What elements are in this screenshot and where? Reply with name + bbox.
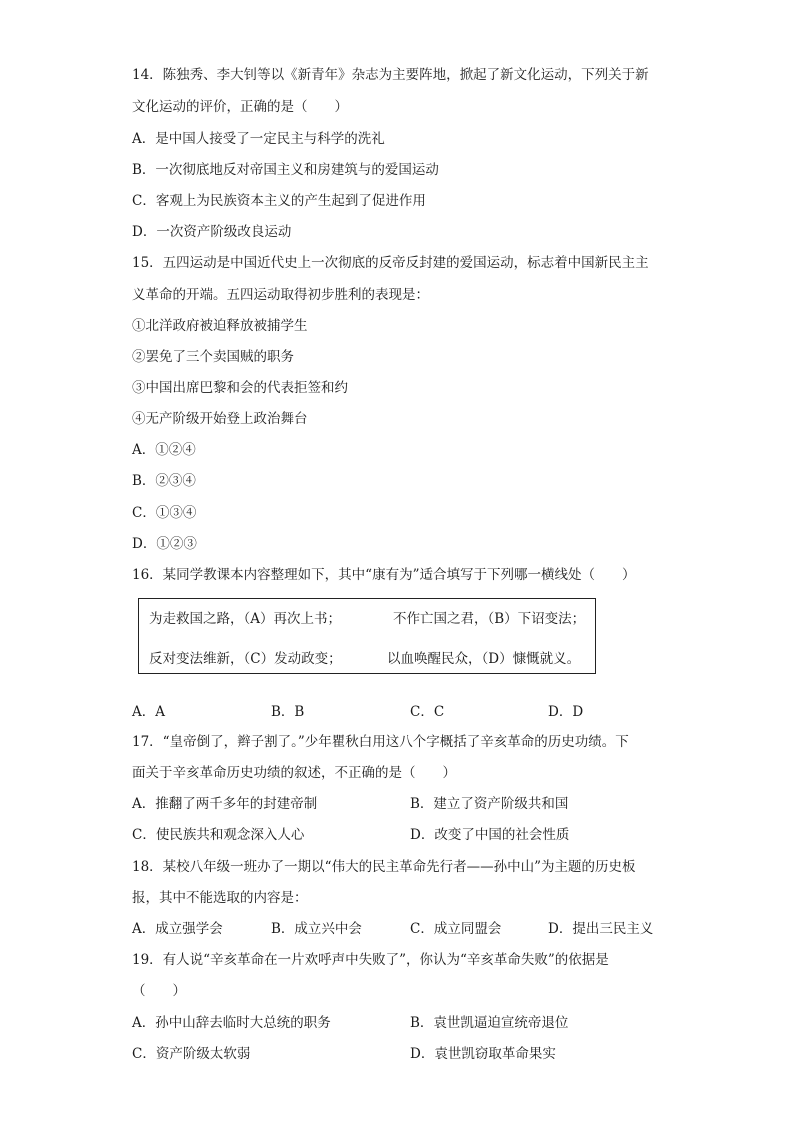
q15-item-3: ③中国出席巴黎和会的代表拒签和约 (132, 380, 348, 396)
q15-option-c: C．①③④ (132, 505, 197, 521)
q16-info-box (138, 598, 596, 674)
q16-box-r1c2: 不作亡国之君，（B）下诏变法； (393, 611, 586, 627)
q19-stem-line2: （ ） (132, 983, 186, 999)
q16-option-d: D．D (548, 704, 584, 720)
q17-stem-line2: 面关于辛亥革命历史功绩的叙述，不正确的是（ ） (132, 765, 456, 781)
q18-stem-line2: 报，其中不能选取的内容是： (132, 890, 308, 906)
q15-item-1: ①北洋政府被迫释放被捕学生 (132, 318, 308, 334)
q16-option-c: C．C (410, 704, 445, 720)
q16-stem: 16．某同学教课本内容整理如下，其中“康有为”适合填写于下列哪一横线处（ ） (132, 567, 636, 583)
q19-stem-line1: 19．有人说“辛亥革命在一片欢呼声中失败了”，你认为“辛亥革命失败”的依据是 (132, 952, 609, 968)
q15-stem-line1: 15．五四运动是中国近代史上一次彻底的反帝反封建的爱国运动，标志着中国新民主主 (132, 255, 649, 271)
q14-stem-line2: 文化运动的评价，正确的是（ ） (132, 99, 348, 115)
q16-box-r2c2: 以血唤醒民众，（D）慷慨就义。 (387, 651, 581, 667)
q14-option-a: A．是中国人接受了一定民主与科学的洗礼 (132, 131, 385, 147)
q15-option-a: A．①②④ (132, 442, 196, 458)
q16-box-r2c1: 反对变法维新，（C）发动政变； (149, 651, 342, 667)
q15-option-d: D．①②③ (132, 536, 197, 552)
q15-option-b: B．②③④ (132, 473, 196, 489)
q14-option-c: C．客观上为民族资本主义的产生起到了促进作用 (132, 193, 426, 209)
q15-item-4: ④无产阶级开始登上政治舞台 (132, 411, 308, 427)
q17-option-b: B．建立了资产阶级共和国 (410, 796, 569, 812)
q15-stem-line2: 义革命的开端。五四运动取得初步胜利的表现是： (132, 287, 429, 303)
q18-option-d: D．提出三民主义 (548, 921, 654, 937)
q17-option-a: A．推翻了两千多年的封建帝制 (132, 796, 318, 812)
q19-option-b: B．袁世凯逼迫宣统帝退位 (410, 1015, 569, 1031)
q18-option-a: A．成立强学会 (132, 921, 223, 937)
q17-option-d: D．改变了中国的社会性质 (410, 827, 570, 843)
q19-option-a: A．孙中山辞去临时大总统的职务 (132, 1015, 331, 1031)
q18-option-b: B．成立兴中会 (271, 921, 362, 937)
q16-option-a: A．A (132, 704, 165, 720)
q14-option-b: B．一次彻底地反对帝国主义和房建筑与的爱国运动 (132, 162, 439, 178)
q14-option-d: D．一次资产阶级改良运动 (132, 224, 292, 240)
q17-option-c: C．使民族共和观念深入人心 (132, 827, 305, 843)
q16-box-r1c1: 为走救国之路，（A）再次上书； (149, 611, 341, 627)
q14-stem-line1: 14．陈独秀、李大钊等以《新青年》杂志为主要阵地，掀起了新文化运动，下列关于新 (132, 67, 649, 83)
q15-item-2: ②罢免了三个卖国贼的职务 (132, 349, 294, 365)
q17-stem-line1: 17．“皇帝倒了，辫子割了。”少年瞿秋白用这八个字概括了辛亥革命的历史功绩。下 (132, 734, 629, 750)
q16-option-b: B．B (271, 704, 305, 720)
q19-option-d: D．袁世凯窃取革命果实 (410, 1046, 556, 1062)
q18-stem-line1: 18．某校八年级一班办了一期以“伟大的民主革命先行者——孙中山”为主题的历史板 (132, 859, 636, 875)
q18-option-c: C．成立同盟会 (410, 921, 502, 937)
q19-option-c: C．资产阶级太软弱 (132, 1046, 251, 1062)
